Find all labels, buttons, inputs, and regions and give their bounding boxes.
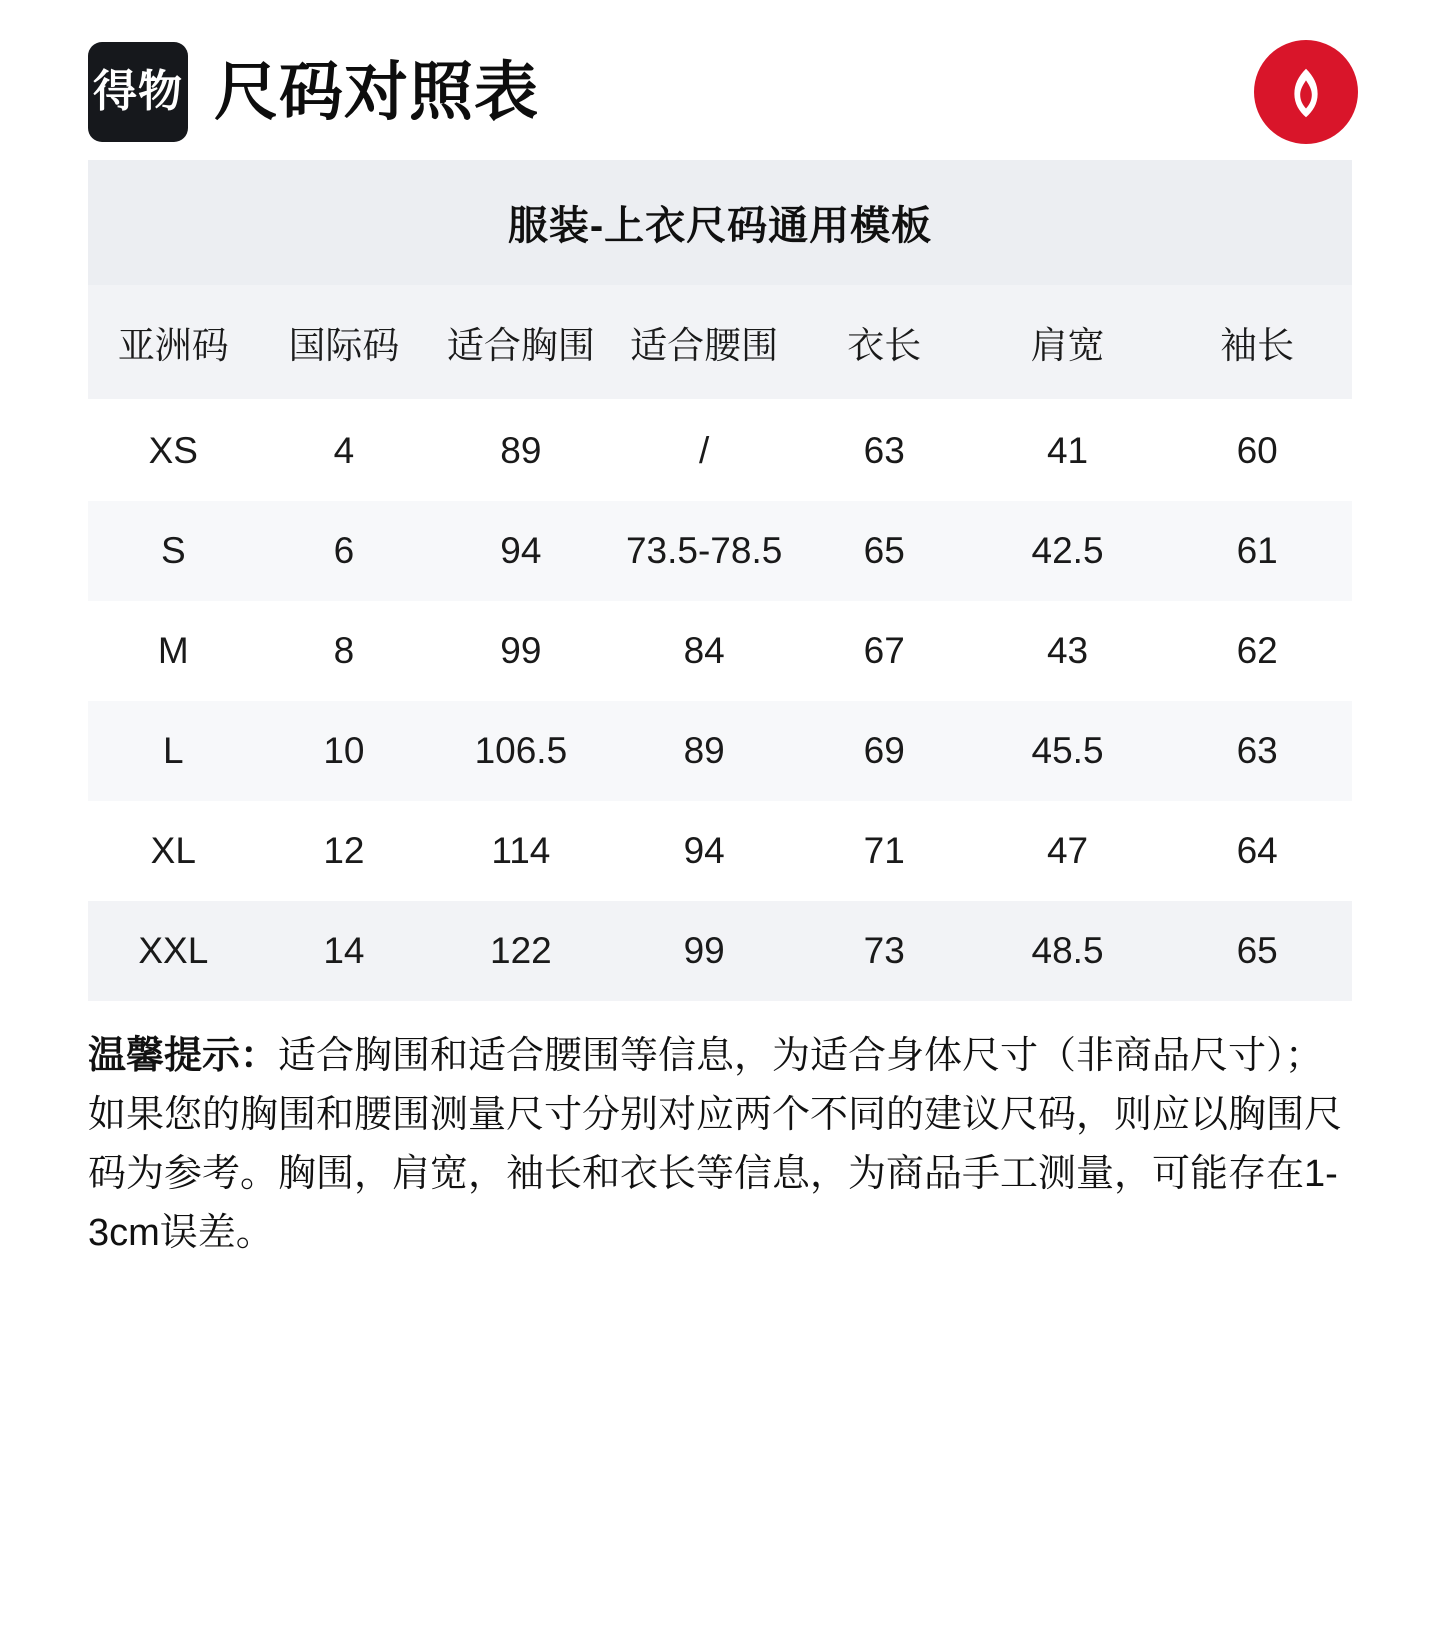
cell-waist: 73.5-78.5 xyxy=(613,501,796,601)
cell-bust: 89 xyxy=(429,400,612,501)
cell-sleeve: 60 xyxy=(1162,400,1352,501)
dewu-brand-badge xyxy=(88,42,188,142)
cell-bust: 94 xyxy=(429,501,612,601)
table-row xyxy=(88,501,1352,601)
page-header xyxy=(0,0,1440,160)
cell-waist: 89 xyxy=(613,701,796,801)
cell-waist: 99 xyxy=(613,901,796,1001)
cell-intl-size: 6 xyxy=(259,501,430,601)
column-header-bust: 适合胸围 xyxy=(429,285,612,400)
cell-sleeve: 65 xyxy=(1162,901,1352,1001)
cell-asia-size: XS xyxy=(88,400,259,501)
cell-sleeve: 62 xyxy=(1162,601,1352,701)
lululemon-logo-icon xyxy=(1254,40,1358,144)
cell-shoulder: 43 xyxy=(973,601,1163,701)
size-note-label: 温馨提示： xyxy=(88,1035,279,1077)
table-row xyxy=(88,601,1352,701)
cell-bust: 114 xyxy=(429,801,612,901)
cell-asia-size: XXL xyxy=(88,901,259,1001)
cell-shoulder: 42.5 xyxy=(973,501,1163,601)
cell-sleeve: 61 xyxy=(1162,501,1352,601)
cell-shoulder: 41 xyxy=(973,400,1163,501)
cell-body-length: 73 xyxy=(796,901,973,1001)
cell-shoulder: 47 xyxy=(973,801,1163,901)
cell-body-length: 69 xyxy=(796,701,973,801)
cell-waist: 84 xyxy=(613,601,796,701)
size-note xyxy=(0,1001,1440,1263)
cell-body-length: 63 xyxy=(796,400,973,501)
table-row xyxy=(88,400,1352,501)
column-header-body-length: 衣长 xyxy=(796,285,973,400)
table-row xyxy=(88,901,1352,1001)
cell-sleeve: 63 xyxy=(1162,701,1352,801)
size-table-container xyxy=(0,160,1440,1001)
cell-body-length: 71 xyxy=(796,801,973,901)
column-header-shoulder: 肩宽 xyxy=(973,285,1163,400)
cell-asia-size: L xyxy=(88,701,259,801)
cell-shoulder: 48.5 xyxy=(973,901,1163,1001)
cell-asia-size: S xyxy=(88,501,259,601)
table-row xyxy=(88,801,1352,901)
cell-body-length: 67 xyxy=(796,601,973,701)
cell-waist: / xyxy=(613,400,796,501)
cell-intl-size: 12 xyxy=(259,801,430,901)
page-title: 尺码对照表 xyxy=(214,56,539,128)
size-table-caption: 服装-上衣尺码通用模板 xyxy=(88,160,1352,285)
cell-sleeve: 64 xyxy=(1162,801,1352,901)
brand-badge-label: 得物 xyxy=(93,66,183,117)
cell-bust: 99 xyxy=(429,601,612,701)
table-header-row xyxy=(88,285,1352,400)
column-header-asia-size: 亚洲码 xyxy=(88,285,259,400)
cell-body-length: 65 xyxy=(796,501,973,601)
cell-asia-size: M xyxy=(88,601,259,701)
table-row xyxy=(88,701,1352,801)
cell-shoulder: 45.5 xyxy=(973,701,1163,801)
cell-intl-size: 8 xyxy=(259,601,430,701)
cell-bust: 106.5 xyxy=(429,701,612,801)
column-header-sleeve: 袖长 xyxy=(1162,285,1352,400)
size-note-body: 适合胸围和适合腰围等信息，为适合身体尺寸（非商品尺寸）；如果您的胸围和腰围测量尺寸分别对应两个不同的建议尺码，则应以胸围尺码为参考。胸围，肩宽，袖长和衣长等信息，为商品手工测量，可能存在1-3cm误差。 xyxy=(88,1035,1343,1254)
cell-waist: 94 xyxy=(613,801,796,901)
size-table xyxy=(88,160,1352,1001)
cell-intl-size: 14 xyxy=(259,901,430,1001)
cell-intl-size: 4 xyxy=(259,400,430,501)
cell-asia-size: XL xyxy=(88,801,259,901)
cell-intl-size: 10 xyxy=(259,701,430,801)
column-header-waist: 适合腰围 xyxy=(613,285,796,400)
column-header-intl-size: 国际码 xyxy=(259,285,430,400)
cell-bust: 122 xyxy=(429,901,612,1001)
